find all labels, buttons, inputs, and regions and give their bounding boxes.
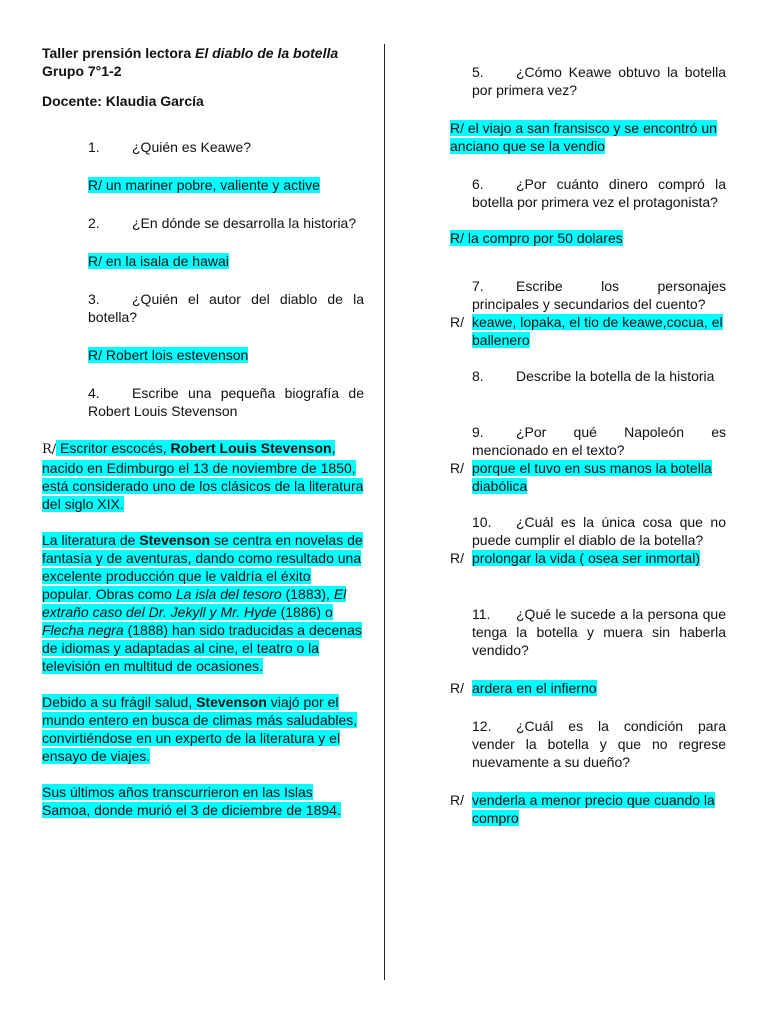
question-4: 4. Escribe una pequeña biografía de Robert Louis Stevenson — [88, 385, 364, 419]
answer-3: R/ Robert lois estevenson — [88, 347, 249, 363]
worksheet-title: Taller prensión lectora El diablo de la botella — [42, 45, 339, 61]
question-1: 1. ¿Quién es Keawe? — [88, 139, 252, 155]
biography-answer — [42, 439, 364, 819]
question-6: 6. ¿Por cuánto dinero compró la botella por primera vez el protagonista? — [472, 176, 726, 210]
answer-1: R/ un mariner pobre, valiente y active — [88, 177, 320, 193]
teacher-label: Docente: Klaudia García — [42, 93, 204, 109]
biography-paragraph-4: Sus últimos años transcurrieron en las Islas Samoa, donde murió el 3 de diciembre de 1894. — [42, 784, 341, 818]
answer-9: R/ porque el tuvo en sus manos la botella diabólica — [450, 460, 712, 494]
question-2: 2. ¿En dónde se desarrolla la historia? — [88, 215, 357, 231]
column-divider — [384, 44, 385, 980]
answer-6: R/ la compro por 50 dolares — [450, 230, 623, 246]
biography-paragraph-1: R/ Escritor escocés, Robert Louis Stevenson, nacido en Edimburgo el 13 de noviembre de 1850, está considerado uno de los clásicos de la literatura del siglo XIX. — [42, 440, 364, 512]
answer-7: R/ keawe, lopaka, el tio de keawe,cocua, el ballenero — [450, 314, 723, 348]
left-column — [42, 44, 364, 819]
question-9: 9. ¿Por qué Napoleón es mencionado en el texto? — [472, 424, 726, 458]
group-label: Grupo 7°1-2 — [42, 63, 122, 79]
question-3: 3. ¿Quién el autor del diablo de la botella? — [88, 291, 364, 325]
answer-10: R/ prolongar la vida ( osea ser inmortal) — [450, 550, 700, 566]
question-12: 12. ¿Cuál es la condición para vender la botella y que no regrese nuevamente a su dueño? — [472, 718, 726, 770]
answer-5: R/ el viajo a san fransisco y se encontró un anciano que se la vendio — [450, 120, 717, 154]
biography-paragraph-2: La literatura de Stevenson se centra en novelas de fantasía y de aventuras, dando como resultado una excelente producción que le valdría el éxito popular. Obras como La isla del tesoro (1883), El extraño caso del Dr. Jekyll y Mr. Hyde (1886) o Flecha negra (1888) han sido traducidas a decenas de idiomas y adaptadas al cine, el teatro o la televisión en multitud de ocasiones. — [42, 532, 363, 674]
biography-paragraph-3: Debido a su frágil salud, Stevenson viajó por el mundo entero en busca de climas más saludables, convirtiéndose en un experto de la literatura y el ensayo de viajes. — [42, 694, 358, 764]
question-10: 10. ¿Cuál es la única cosa que no puede cumplir el diablo de la botella? — [472, 514, 726, 548]
answer-11: R/ ardera en el infierno — [450, 680, 597, 696]
answer-2: R/ en la isala de hawai — [88, 253, 229, 269]
question-5: 5. ¿Cómo Keawe obtuvo la botella por primera vez? — [472, 64, 726, 98]
question-7: 7. Escribe los personajes principales y secundarios del cuento? — [472, 278, 726, 312]
question-8: 8. Describe la botella de la historia — [472, 368, 715, 384]
right-column — [450, 63, 726, 827]
answer-12: R/ venderla a menor precio que cuando la compro — [450, 792, 715, 826]
question-11: 11. ¿Qué le sucede a la persona que tenga la botella y muera sin haberla vendido? — [472, 606, 726, 658]
